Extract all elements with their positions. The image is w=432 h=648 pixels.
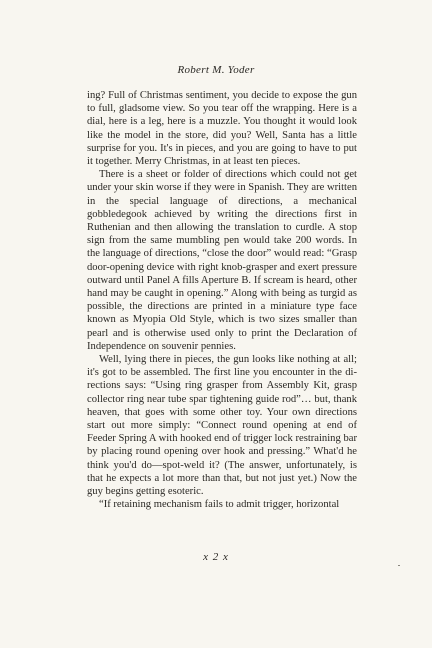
body-text (87, 89, 357, 512)
running-head-author: Robert M. Yoder (177, 64, 255, 76)
paragraph-3: Well, lying there in pieces, the gun looks like nothing at all; it's got to be assembled. The first line you encounter in the directions says: “Using ring grasper from Assembly Kit, grasp collector ring near tube spar tightening guide rod”… but, thank heaven, that goes with some other toy. Your own directions start out more simply: “Connect round opening at end of Feeder Spring A with hooked end of trigger lock restraining bar by placing round opening over hook and pressing.” What'd he think you'd do—spot-weld it? (The answer, unfortunately, is that he expects a lot more than that, but not just yet.) Now the guy begins getting esoteric. (87, 354, 357, 498)
paper-speck (398, 565, 400, 566)
paragraph-4: “If retaining mechanism fails to admit trigger, horizontal (99, 499, 340, 511)
page-number: x 2 x (203, 551, 229, 563)
paragraph-2: There is a sheet or folder of directions which could not get under your skin worse if they were in Spanish. They are written in the special language of directions, a mechanical gobbledegook achieved by writing the directions first in Ruthenian and then allowing the translation to curdle. A stop sign from the same mumbling pen would take 200 words. In the language of directions, “close the door” would read: “Grasp door-opening device with right knob-grasper and exert pressure outward until Panel A fills Aperture B. If scream is heard, other hand may be caught in opening.” Along with being as turgid as possible, the directions are printed in a miniature type face known as Myopia Old Style, which is two sizes smaller than pearl and is otherwise used only to print the Declaration of Independence on souvenir pennies. (87, 169, 357, 352)
paragraph-1: ing? Full of Christmas sentiment, you decide to expose the gun to full, gladsome view. So you tear off the wrapping. Here is a dial, here is a leg, here is a muzzle. You thought it would look like the model in the store, did you? Well, Santa has a little surprise for you. It's in pieces, and you are going to have to put it together. Merry Christmas, in at least ten pieces. (87, 90, 357, 168)
